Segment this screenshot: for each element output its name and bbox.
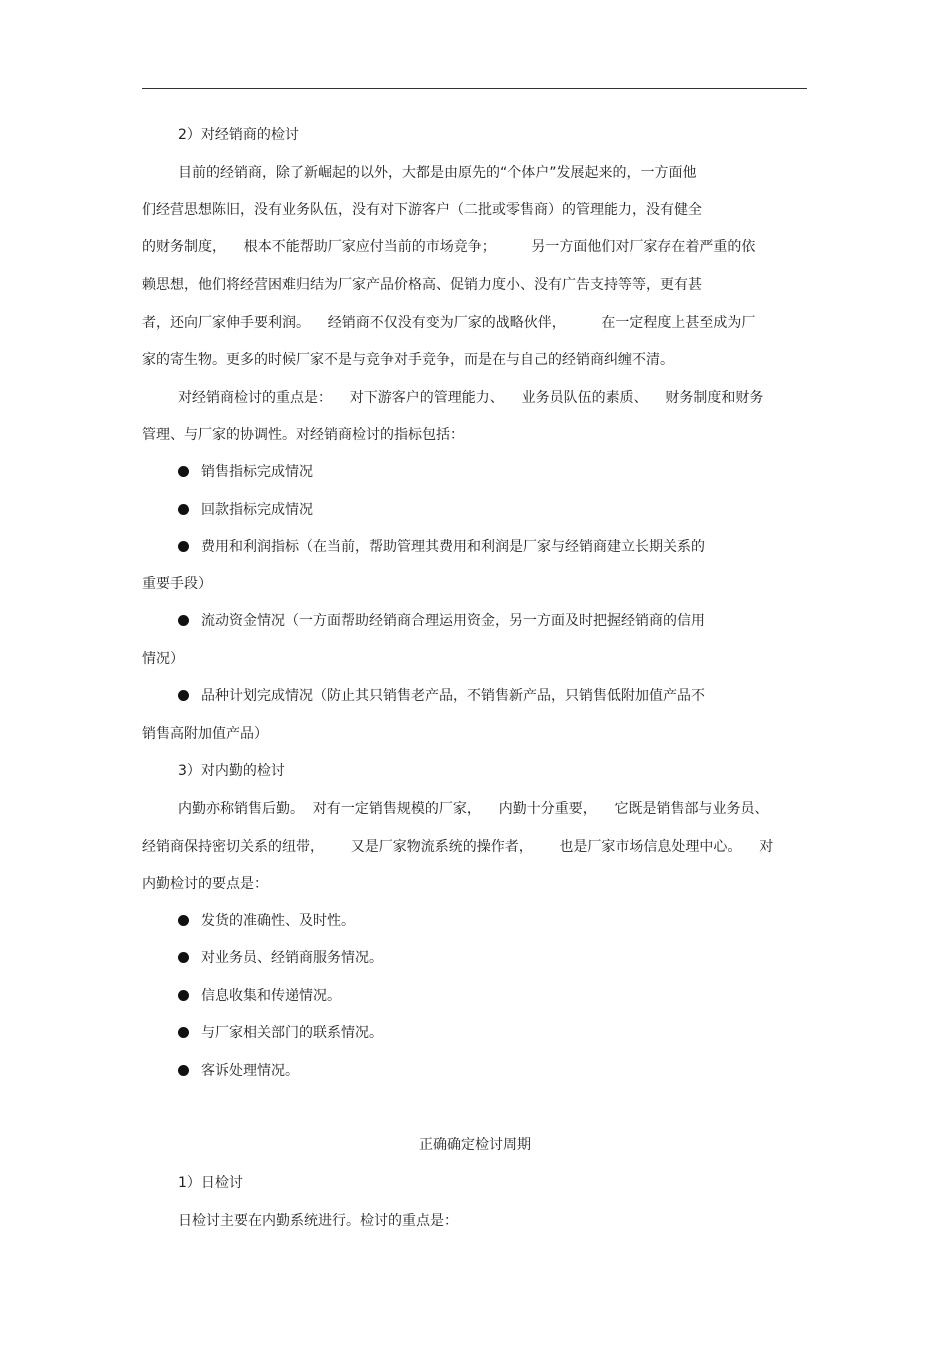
bullet-continuation: 销售高附加值产品）	[142, 726, 268, 742]
section-heading: 正确确定检讨周期	[419, 1137, 531, 1153]
bullet-text: 费用和利润指标（在当前，帮助管理其费用和利润是厂家与经销商建立长期关系的	[201, 539, 705, 555]
paragraph-line: 们经营思想陈旧，没有业务队伍，没有对下游客户（二批或零售商）的管理能力，没有健全	[142, 202, 702, 218]
paragraph-line: 对经销商检讨的重点是： 对下游客户的管理能力、 业务员队伍的素质、 财务制度和财务	[178, 390, 764, 406]
bullet-icon	[178, 615, 189, 626]
bullet-continuation: 情况）	[142, 651, 184, 667]
bullet-item	[178, 987, 341, 1005]
bullet-continuation: 重要手段）	[142, 576, 212, 592]
bullet-icon	[178, 1065, 189, 1076]
bullet-text: 客诉处理情况。	[201, 1063, 299, 1079]
bullet-icon	[178, 1027, 189, 1038]
paragraph-line: 的财务制度， 根本不能帮助厂家应付当前的市场竞争； 另一方面他们对厂家存在着严重的依	[142, 239, 756, 255]
bullet-item	[178, 1024, 383, 1042]
paragraph-line: 目前的经销商，除了新崛起的以外，大都是由原先的“个体户”发展起来的，一方面他	[178, 165, 697, 181]
paragraph-line: 内勤亦称销售后勤。 对有一定销售规模的厂家， 内勤十分重要， 它既是销售部与业务员、	[178, 801, 769, 817]
bullet-item	[178, 463, 313, 481]
bullet-text: 品种计划完成情况（防止其只销售老产品，不销售新产品，只销售低附加值产品不	[201, 688, 705, 704]
bullet-text: 发货的准确性、及时性。	[201, 913, 355, 929]
bullet-text: 对业务员、经销商服务情况。	[201, 950, 383, 966]
paragraph-line: 管理、与厂家的协调性。对经销商检讨的指标包括：	[142, 427, 464, 443]
paragraph-line: 内勤检讨的要点是：	[142, 876, 268, 892]
bullet-item	[178, 1062, 299, 1080]
bullet-icon	[178, 504, 189, 515]
bullet-text: 流动资金情况（一方面帮助经销商合理运用资金，另一方面及时把握经销商的信用	[201, 613, 705, 629]
bullet-item	[178, 612, 705, 630]
section-title: 2）对经销商的检讨	[178, 127, 299, 143]
bullet-icon	[178, 690, 189, 701]
bullet-text: 回款指标完成情况	[201, 502, 313, 518]
header-rule	[142, 88, 807, 89]
bullet-icon	[178, 541, 189, 552]
bullet-item	[178, 912, 355, 930]
paragraph-line: 者，还向厂家伸手要利润。 经销商不仅没有变为厂家的战略伙伴， 在一定程度上甚至成为厂	[142, 315, 756, 331]
bullet-item	[178, 501, 313, 519]
bullet-text: 销售指标完成情况	[201, 464, 313, 480]
bullet-item	[178, 949, 383, 967]
paragraph-line: 家的寄生物。更多的时候厂家不是与竞争对手竞争，而是在与自己的经销商纠缠不清。	[142, 352, 674, 368]
bullet-icon	[178, 466, 189, 477]
bullet-text: 信息收集和传递情况。	[201, 988, 341, 1004]
bullet-icon	[178, 952, 189, 963]
bullet-icon	[178, 990, 189, 1001]
bullet-item	[178, 687, 705, 705]
section-title: 1）日检讨	[178, 1175, 243, 1191]
bullet-item	[178, 538, 705, 556]
bullet-icon	[178, 915, 189, 926]
section-title: 3）对内勤的检讨	[178, 763, 285, 779]
paragraph-line: 日检讨主要在内勤系统进行。检讨的重点是：	[178, 1213, 458, 1229]
paragraph-line: 赖思想，他们将经营困难归结为厂家产品价格高、促销力度小、没有广告支持等等，更有甚	[142, 277, 702, 293]
bullet-text: 与厂家相关部门的联系情况。	[201, 1025, 383, 1041]
paragraph-line: 经销商保持密切关系的纽带， 又是厂家物流系统的操作者， 也是厂家市场信息处理中心。 对	[142, 839, 774, 855]
